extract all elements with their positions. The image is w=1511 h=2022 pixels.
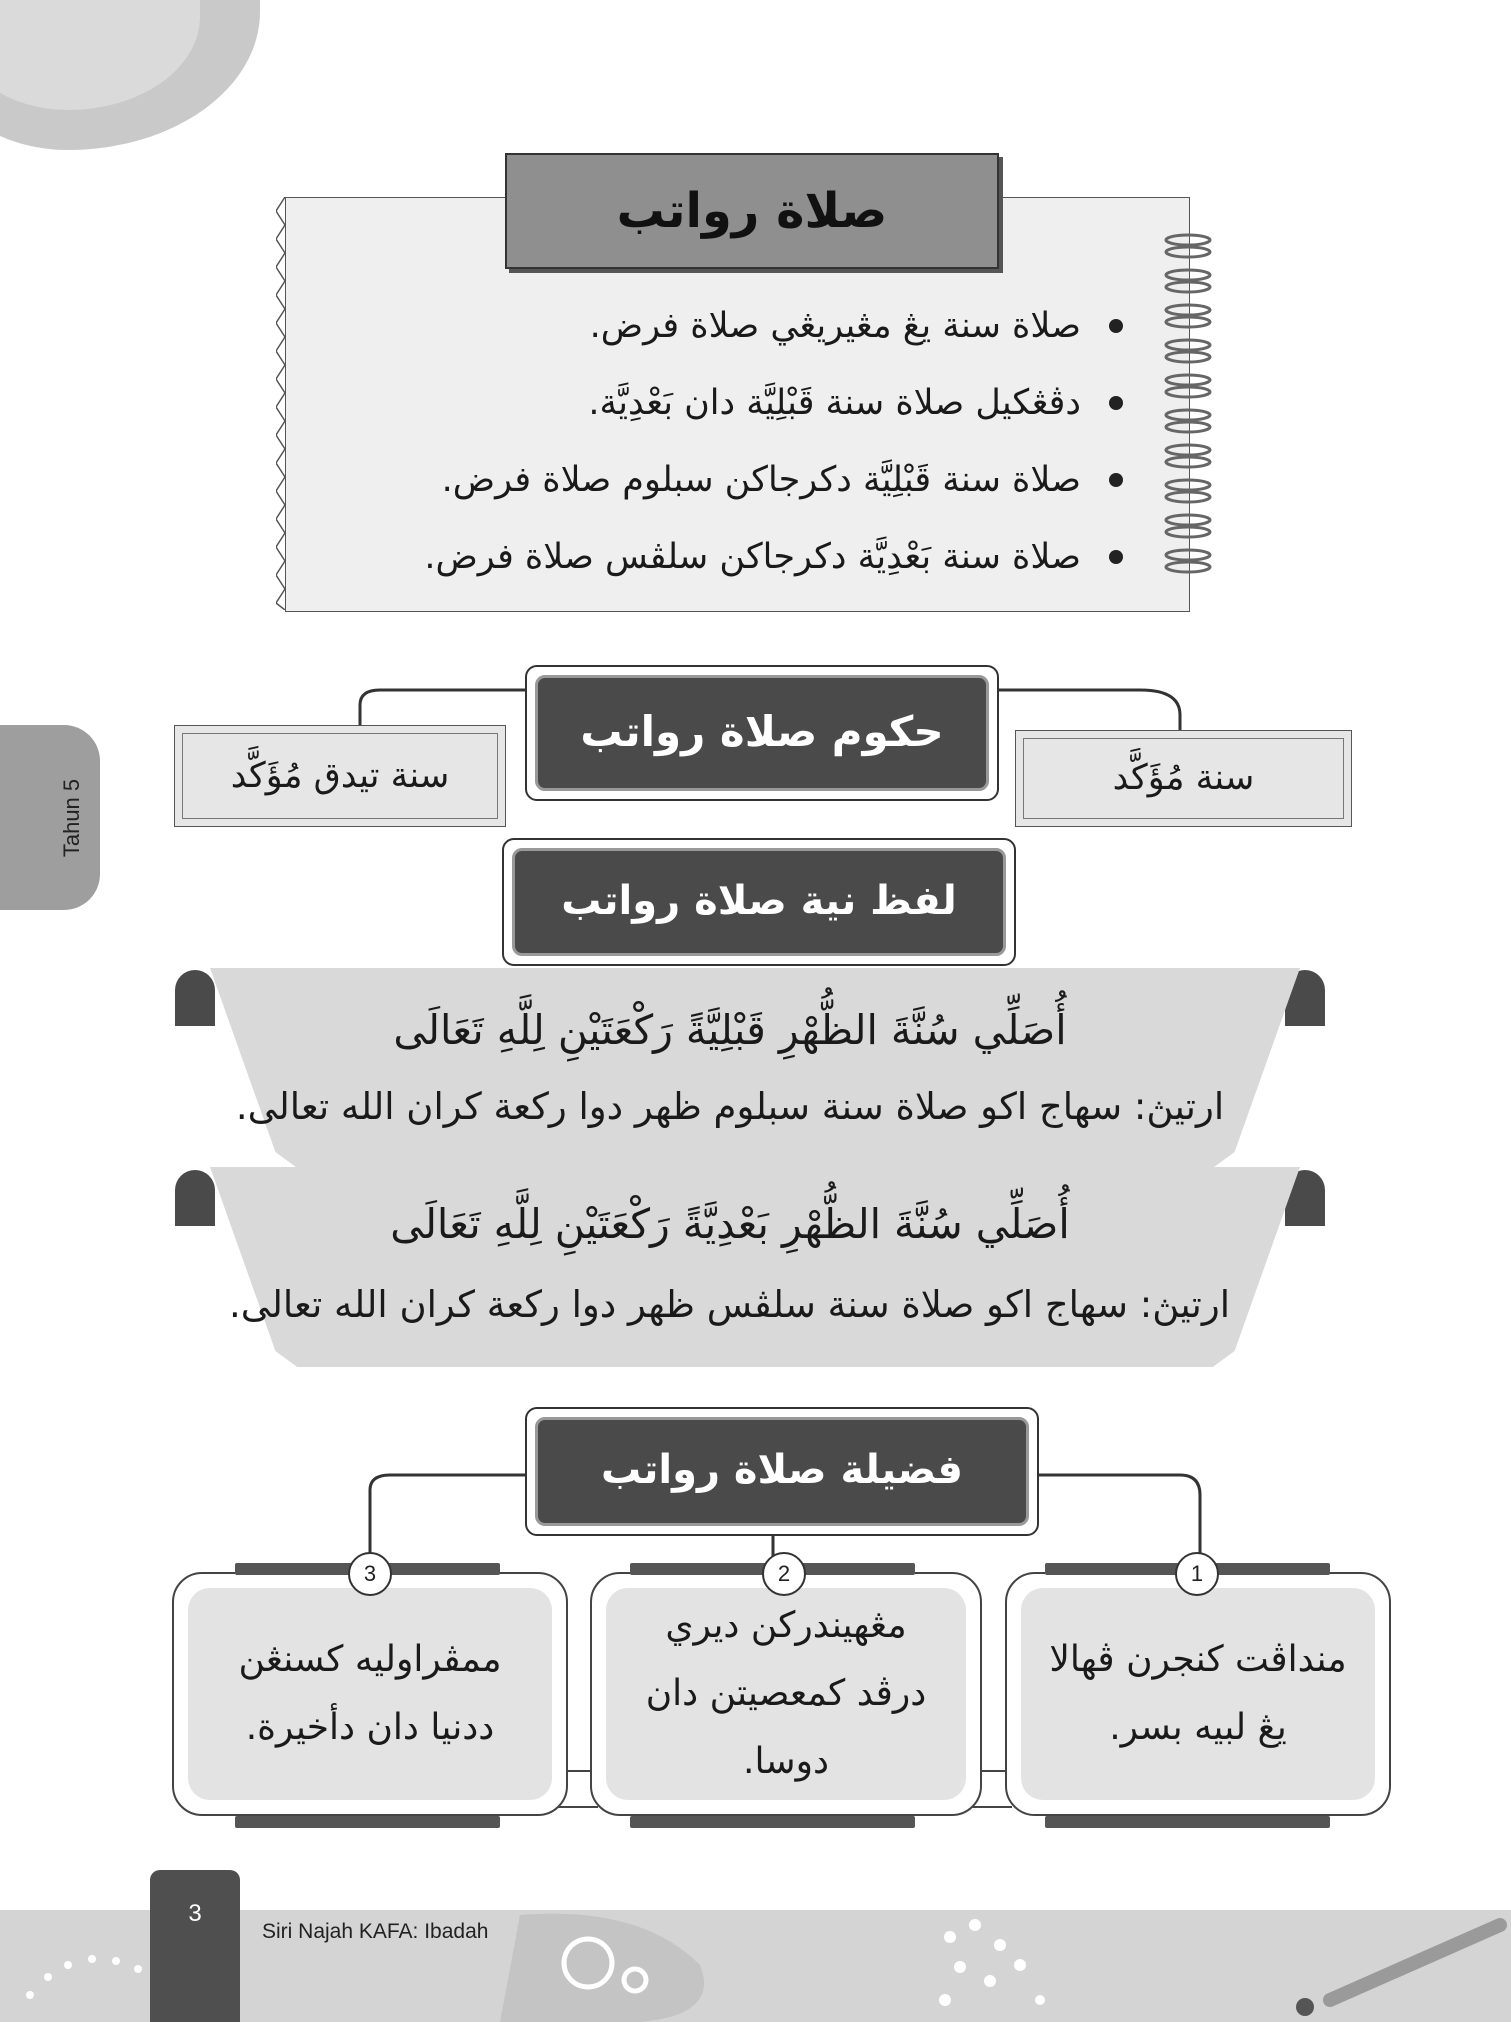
spiral-binding-icon <box>1158 228 1218 578</box>
card-line: دوسا. <box>743 1741 829 1782</box>
torn-edge-decoration <box>276 197 294 610</box>
list-item: دڤڠکيل صلاة سنة قَبْلِيَّة دان بَعْدِيَّة. <box>371 365 1131 442</box>
lafaz-meaning-text: ارتيڽ: سهاج اکو صلاة سنة سلڤس ظهر دوا رکعة کران الله تعالى. <box>229 1283 1230 1326</box>
notebook-title: صلاة رواتب <box>616 183 888 239</box>
year-tab <box>0 725 100 910</box>
page-number: 3 <box>188 1900 202 1927</box>
notebook-title-plate <box>505 153 999 269</box>
year-tab-label: Tahun 5 <box>59 778 84 858</box>
kelebihan-header-box <box>525 1407 1039 1536</box>
card-line: درڤد کمعصيتن دان <box>645 1673 927 1714</box>
lafaz-banner <box>210 968 1300 1168</box>
card-number-badge: 3 <box>348 1552 392 1596</box>
hukum-title: حکوم صلاة رواتب <box>535 675 989 791</box>
card-line: منداڤت کنجرن ڤهالا <box>1049 1639 1347 1680</box>
lafaz-meaning-text: ارتيڽ: سهاج اکو صلاة سنة سبلوم ظهر دوا رکعة کران الله تعالى. <box>235 1085 1225 1128</box>
lafaz-arabic-text: أُصَلِّي سُنَّةَ الظُّهْرِ قَبْلِيَّةً رَكْعَتَيْنِ لِلَّهِ تَعَالَى <box>393 1006 1067 1054</box>
lafaz-title: لفظ نية صلاة رواتب <box>512 848 1006 956</box>
card-line: ددنيا دان دأخيرة. <box>245 1707 495 1748</box>
card-bottom-bar <box>630 1816 915 1828</box>
kelebihan-card <box>590 1572 982 1816</box>
card-line: ممڤراوليه کسنڠن <box>238 1639 502 1680</box>
card-number-badge: 2 <box>762 1552 806 1596</box>
kelebihan-card-text <box>606 1588 966 1800</box>
hukum-header-box <box>525 665 999 801</box>
hukum-left-label: سنة تيدق مُؤَکَّد <box>230 756 450 796</box>
card-line: مڠهيندرکن ديري <box>665 1605 907 1646</box>
page-number-tab <box>150 1870 240 2022</box>
banner-cap-decoration <box>175 970 215 1026</box>
card-bottom-bar <box>235 1816 500 1828</box>
list-item: صلاة سنة يڠ مڠيريڠي صلاة فرض. <box>371 288 1131 365</box>
hukum-option-box <box>174 725 506 827</box>
lafaz-banner <box>210 1167 1300 1367</box>
hukum-right-label: سنة مُؤَکَّد <box>1112 758 1255 798</box>
card-bottom-bar <box>1045 1816 1330 1828</box>
banner-cap-decoration <box>175 1170 215 1226</box>
hukum-option-box <box>1015 730 1352 827</box>
list-item: صلاة سنة قَبْلِيَّة دکرجاکن سبلوم صلاة فرض. <box>371 442 1131 519</box>
footer-title: Siri Najah KAFA: Ibadah <box>262 1920 489 1943</box>
lafaz-arabic-text: أُصَلِّي سُنَّةَ الظُّهْرِ بَعْدِيَّةً رَكْعَتَيْنِ لِلَّهِ تَعَالَى <box>390 1200 1070 1248</box>
kelebihan-card <box>1005 1572 1391 1816</box>
card-line: يڠ لبيه بسر. <box>1109 1707 1287 1748</box>
list-item: صلاة سنة بَعْدِيَّة دکرجاکن سلڤس صلاة فرض. <box>371 519 1131 596</box>
kelebihan-card-text <box>1021 1588 1375 1800</box>
kelebihan-card <box>172 1572 568 1816</box>
kelebihan-title: فضيلة صلاة رواتب <box>535 1417 1029 1526</box>
kelebihan-card-text <box>188 1588 552 1800</box>
lafaz-header-box <box>502 838 1016 966</box>
definition-list <box>371 288 1131 596</box>
card-number-badge: 1 <box>1175 1552 1219 1596</box>
